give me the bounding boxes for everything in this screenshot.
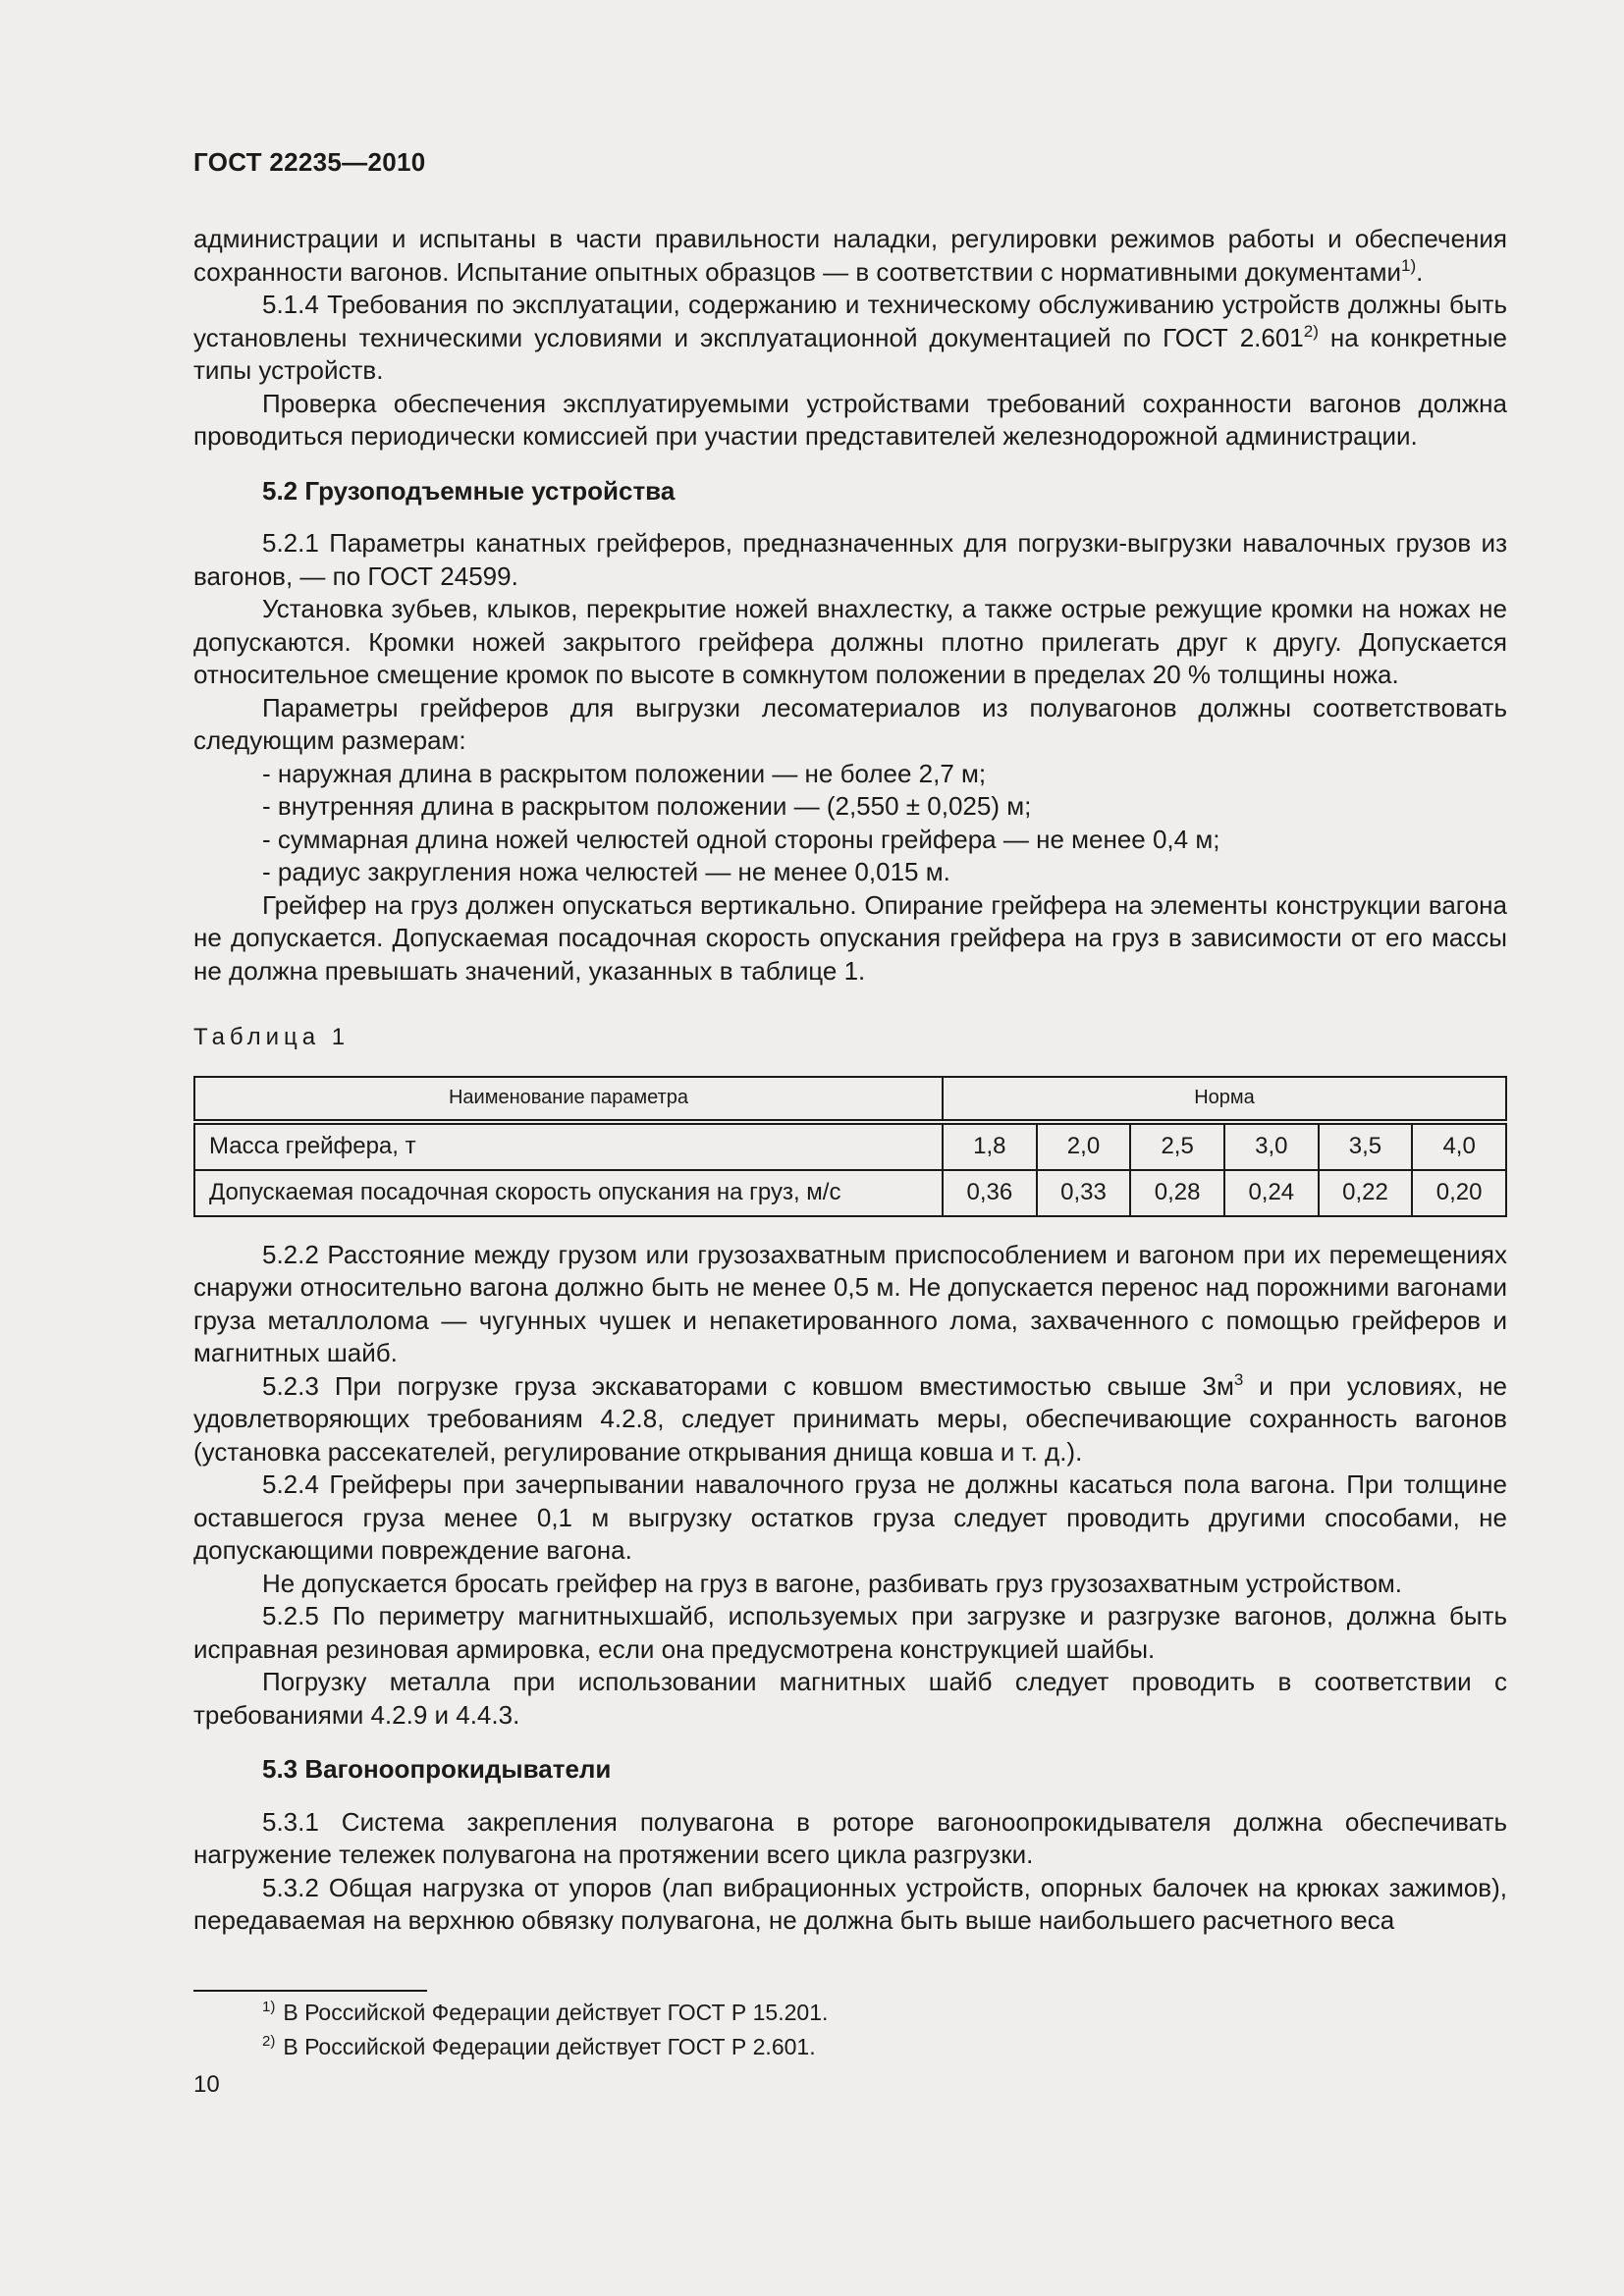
footnote: $^{2)}$ В Российской Федерации действует ГОСТ Р 2.601. [262,2033,816,2059]
table-header-param: Наименование параметра [194,1077,943,1122]
paragraph: Проверка обеспечения эксплуатируемыми устройствами требований сохранности вагонов должна проводиться периодически комиссией при участии представителей железнодорожной администрации. [193,388,1507,451]
table-row [194,1170,1506,1216]
table-cell: 0,24 [1224,1170,1319,1216]
paragraph: 5.2.4 Грейферы при зачерпывании навалочного груза не должны касаться пола вагона. При толщине оставшегося груза менее 0,1 м выгрузку остатков груза следует проводить другими способами, не допускающими повреждение вагона. [193,1469,1507,1565]
paragraph: Не допускается бросать грейфер на груз в вагоне, разбивать груз грузозахватным устройством. [262,1568,1403,1598]
table-cell: 0,33 [1037,1170,1131,1216]
table-1 [193,1076,1507,1217]
list-item: - радиус закругления ножа челюстей — не менее 0,015 м. [262,857,950,886]
table-cell: 0,22 [1319,1170,1413,1216]
paragraph: 5.2.2 Расстояние между грузом или грузозахватным приспособлением и вагоном при их перемещениях снаружи относительно вагона должно быть не менее 0,5 м. Не допускается перенос над порожними вагонами груза металлолома — чугунных чушек и непакетированного лома, захваченного с помощью грейферов и магнитных шайб. [193,1239,1507,1367]
table-cell: 0,20 [1412,1170,1506,1216]
paragraph: администрации и испытаны в части правильности наладки, регулировки режимов работы и обеспечения сохранности вагонов. Испытание опытных образцов — в соответствии с нормативными документами$^{1)}$. [193,224,1507,287]
footnote: $^{1)}$ В Российской Федерации действует ГОСТ Р 15.201. [262,1999,829,2025]
table-caption: Таблица 1 [193,1024,351,1050]
paragraph: Погрузку металла при использовании магнитных шайб следует проводить в соответствии с требованиями 4.2.9 и 4.4.3. [193,1667,1507,1730]
document-body [193,223,1507,1938]
table-cell: Допускаемая посадочная скорость опускания на груз, м/с [194,1170,943,1216]
list-item: - суммарная длина ножей челюстей одной стороны грейфера — не менее 0,4 м; [262,824,1220,854]
paragraph: 5.1.4 Требования по эксплуатации, содержанию и техническому обслуживанию устройств должны быть установлены техническими условиями и эксплуатационной документацией по ГОСТ 2.601$^{2)}$ на конкретные типы устройств. [193,290,1507,385]
page-number: 10 [193,2071,220,2098]
paragraph: 5.2.5 По периметру магнитныхшайб, используемых при загрузке и разгрузке вагонов, должна быть исправная резиновая армировка, если она предусмотрена конструкцией шайбы. [193,1601,1507,1664]
table-cell: 3,5 [1319,1122,1413,1170]
list-item: - наружная длина в раскрытом положении — не более 2,7 м; [262,758,987,788]
paragraph: Параметры грейферов для выгрузки лесоматериалов из полувагонов должны соответствовать следующим размерам: [193,692,1507,755]
table-cell: 4,0 [1412,1122,1506,1170]
footnote-ref: 1) [1401,255,1417,275]
footnotes [262,1996,828,2064]
table-header-row [194,1077,1506,1122]
paragraph: 5.3.1 Система закрепления полувагона в роторе вагоноопрокидывателя должна обеспечивать нагружение тележек полувагона на протяжении всего цикла разгрузки. [193,1806,1507,1869]
table-cell: 3,0 [1224,1122,1319,1170]
table-cell: 1,8 [943,1122,1037,1170]
paragraph: Грейфер на груз должен опускаться вертикально. Опирание грейфера на элементы конструкции вагона не допускается. Допускаемая посадочная скорость опускания грейфера на груз в зависимости от его массы не должна превышать значений, указанных в таблице 1. [193,889,1507,986]
table-cell: 0,36 [943,1170,1037,1216]
table-cell: 2,5 [1130,1122,1224,1170]
document-code-header: ГОСТ 22235—2010 [193,147,426,177]
paragraph: 5.2.3 При погрузке груза экскаваторами с ковшом вместимостью свыше $3м^3$ и при условиях, не удовлетворяющих требованиям 4.2.8, следует принимать меры, обеспечивающие сохранность вагонов (установка рассекателей, регулирование открывания днища ковша и т. д.). [193,1369,1507,1467]
table-header-norm: Норма [943,1077,1506,1122]
footnote-ref: 2) [1303,321,1319,341]
paragraph: 5.2.1 Параметры канатных грейферов, предназначенных для погрузки-выгрузки навалочных грузов из вагонов, — по ГОСТ 24599. [193,528,1507,591]
footnote-divider [193,1990,427,1992]
table-cell: 2,0 [1037,1122,1131,1170]
paragraph: 5.3.2 Общая нагрузка от упоров (лап вибрационных устройств, опорных балочек на крюках зажимов), передаваемая на верхнюю обвязку полувагона, не должна быть выше наибольшего расчетного веса [193,1872,1507,1935]
section-heading-5-3: 5.3 Вагоноопрокидыватели [262,1754,612,1784]
table-cell: 0,28 [1130,1170,1224,1216]
table-row [194,1122,1506,1170]
section-heading-5-2: 5.2 Грузоподъемные устройства [262,475,676,506]
paragraph: Установка зубьев, клыков, перекрытие ножей внахлестку, а также острые режущие кромки на ножах не допускаются. Кромки ножей закрытого грейфера должны плотно прилегать друг к другу. Допускается относительное смещение кромок по высоте в сомкнутом положении в пределах 20 % толщины ножа. [193,594,1507,689]
list-item: - внутренняя длина в раскрытом положении — (2,550 ± 0,025) м; [262,791,1032,821]
table-cell: Масса грейфера, т [194,1122,943,1170]
